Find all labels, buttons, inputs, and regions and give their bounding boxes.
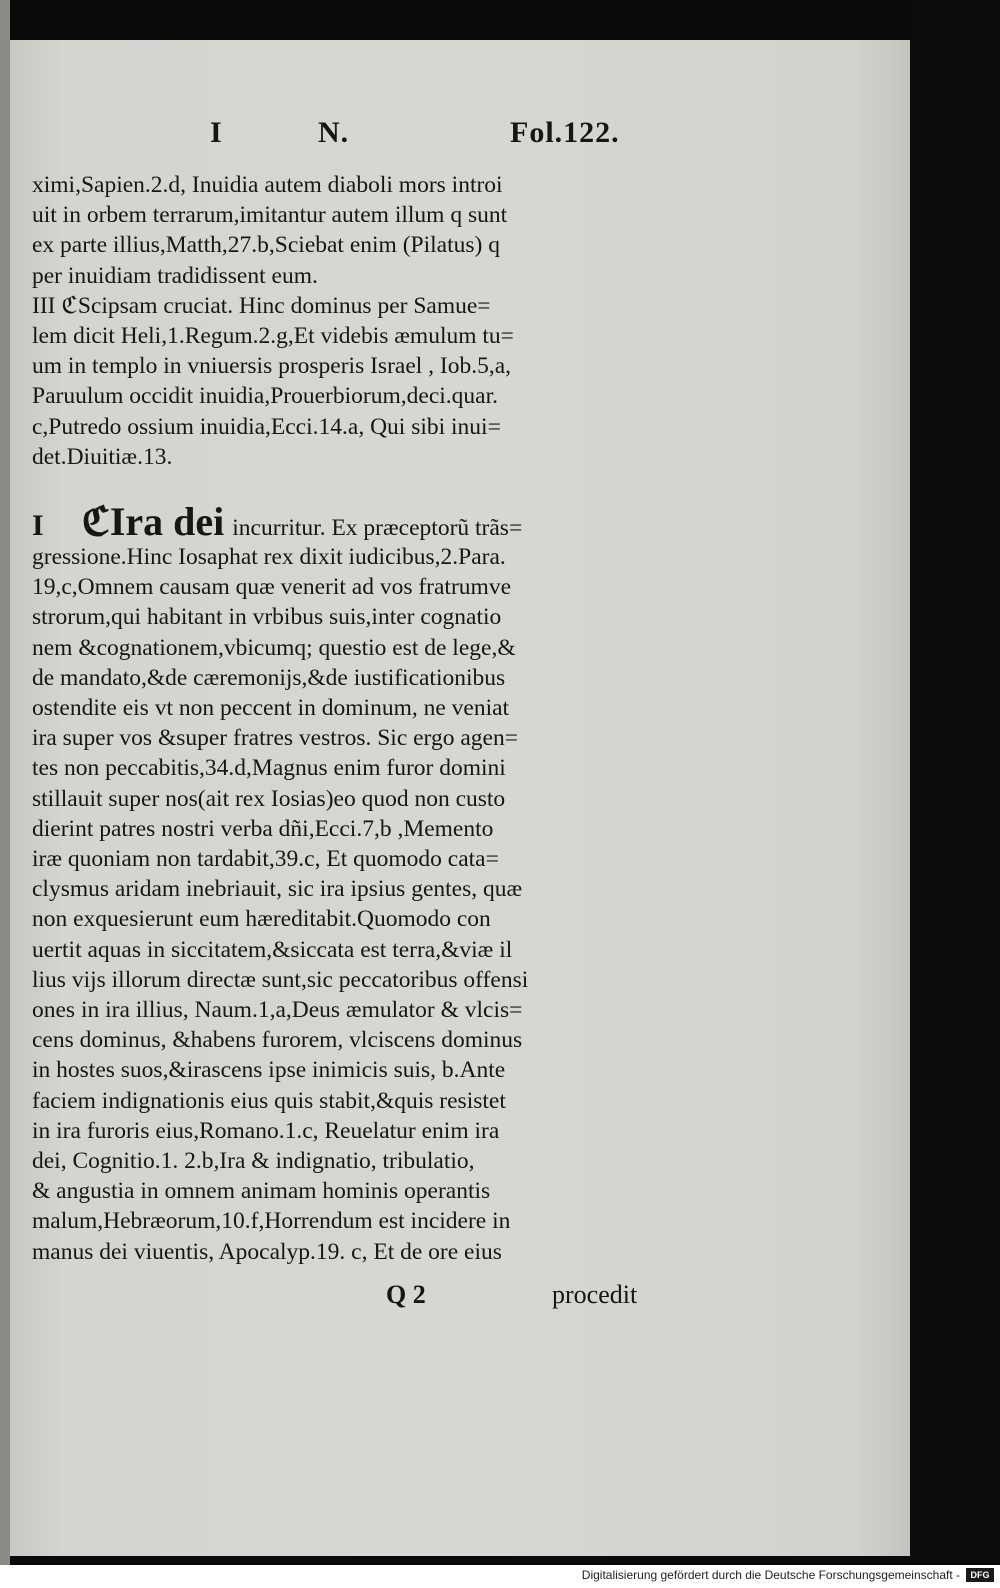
text-line: nem &cognationem,vbicumq; questio est de lege,& bbox=[32, 634, 516, 661]
text-line: uertit aquas in siccitatem,&siccata est terra,&viæ il bbox=[32, 936, 513, 963]
text-line: tes non peccabitis,34.d,Magnus enim furor domini bbox=[32, 755, 506, 782]
text-line: Paruulum occidit inuidia,Prouerbiorum,deci.quar. bbox=[32, 383, 498, 410]
text-line: gressione.Hinc Iosaphat rex dixit iudicibus,2.Para. bbox=[32, 544, 506, 570]
text-line: cens dominus, &habens furorem, vlciscens dominus bbox=[32, 1027, 523, 1054]
text-line: strorum,qui habitant in vrbibus suis,inter cognatio bbox=[32, 604, 502, 631]
scan-background bbox=[910, 0, 1000, 1560]
text-line: ones in ira illius, Naum.1,a,Deus æmulator & vlcis= bbox=[32, 997, 523, 1023]
text-line: in hostes suos,&irascens ipse inimicis suis, b.Ante bbox=[32, 1057, 506, 1084]
text-line: clysmus aridam inebriauit, sic ira ipsius gentes, quæ bbox=[32, 876, 523, 903]
text-line: um in templo in vniuersis prosperis Israel , Iob.5,a, bbox=[32, 353, 512, 380]
text-line: lius vijs illorum directæ sunt,sic peccatoribus offensi bbox=[32, 966, 529, 993]
text-line: ira super vos &super fratres vestros. Sic ergo agen= bbox=[32, 725, 518, 752]
text-line: 19,c,Omnem causam quæ venerit ad vos fratrumve bbox=[32, 574, 511, 601]
header-middle: N. bbox=[318, 116, 350, 149]
text-line: iræ quoniam non tardabit,39.c, Et quomodo cata= bbox=[32, 846, 499, 872]
text-line: dierint patres nostri verba dñi,Ecci.7,b ,Memento bbox=[32, 815, 494, 842]
text-line: uit in orbem terrarum,imitantur autem illum q sunt bbox=[32, 202, 508, 229]
heading-rest: incurritur. Ex præceptorũ trãs= bbox=[232, 515, 523, 541]
book-page bbox=[10, 40, 910, 1556]
text-line: ostendite eis vt non peccent in dominum, ne veniat bbox=[32, 695, 510, 721]
dfg-logo: DFG bbox=[966, 1568, 994, 1582]
text-line: ex parte illius,Matth,27.b,Sciebat enim (Pilatus) q bbox=[32, 232, 500, 259]
page-left-edge bbox=[0, 0, 10, 1588]
text-line: de mandato,&de cæremonijs,&de iustificationibus bbox=[32, 664, 506, 691]
text-line: stillauit super nos(ait rex Iosias)eo quod non custo bbox=[32, 785, 506, 812]
text-line: III ℭScipsam cruciat. Hinc dominus per Samue= bbox=[32, 292, 491, 319]
text-line: in ira furoris eius,Romano.1.c, Reuelatur enim ira bbox=[32, 1117, 500, 1144]
heading-title: ℭIra dei bbox=[81, 499, 225, 544]
folio-number: Fol.122. bbox=[510, 116, 620, 149]
text-line: ximi,Sapien.2.d, Inuidia autem diaboli mors introi bbox=[32, 172, 503, 198]
text-line: & angustia in omnem animam hominis operantis bbox=[32, 1178, 491, 1205]
text-line: c,Putredo ossium inuidia,Ecci.14.a, Qui sibi inui= bbox=[32, 413, 501, 440]
heading-number: I bbox=[32, 509, 44, 542]
header-left: I bbox=[210, 116, 223, 149]
text-line: manus dei viuentis, Apocalyp.19. c, Et de ore eius bbox=[32, 1238, 502, 1265]
section-heading bbox=[32, 498, 522, 546]
running-header bbox=[10, 116, 910, 160]
text-line: faciem indignationis eius quis stabit,&quis resistet bbox=[32, 1087, 506, 1114]
text-line: non exquesierunt eum hæreditabit.Quomodo con bbox=[32, 906, 491, 933]
text-line: malum,Hebræorum,10.f,Horrendum est incidere in bbox=[32, 1208, 511, 1235]
text-line: lem dicit Heli,1.Regum.2.g,Et videbis æmulum tu= bbox=[32, 323, 514, 349]
text-line: dei, Cognitio.1. 2.b,Ira & indignatio, tribulatio, bbox=[32, 1148, 475, 1174]
footer-bar bbox=[0, 1565, 1000, 1588]
footer-credit: Digitalisierung gefördert durch die Deutsche Forschungsgemeinschaft - bbox=[581, 1568, 960, 1582]
signature-mark: Q 2 bbox=[386, 1280, 426, 1309]
text-line: det.Diuitiæ.13. bbox=[32, 443, 173, 470]
catchword: procedit bbox=[552, 1280, 638, 1309]
text-line: per inuidiam tradidissent eum. bbox=[32, 262, 318, 289]
